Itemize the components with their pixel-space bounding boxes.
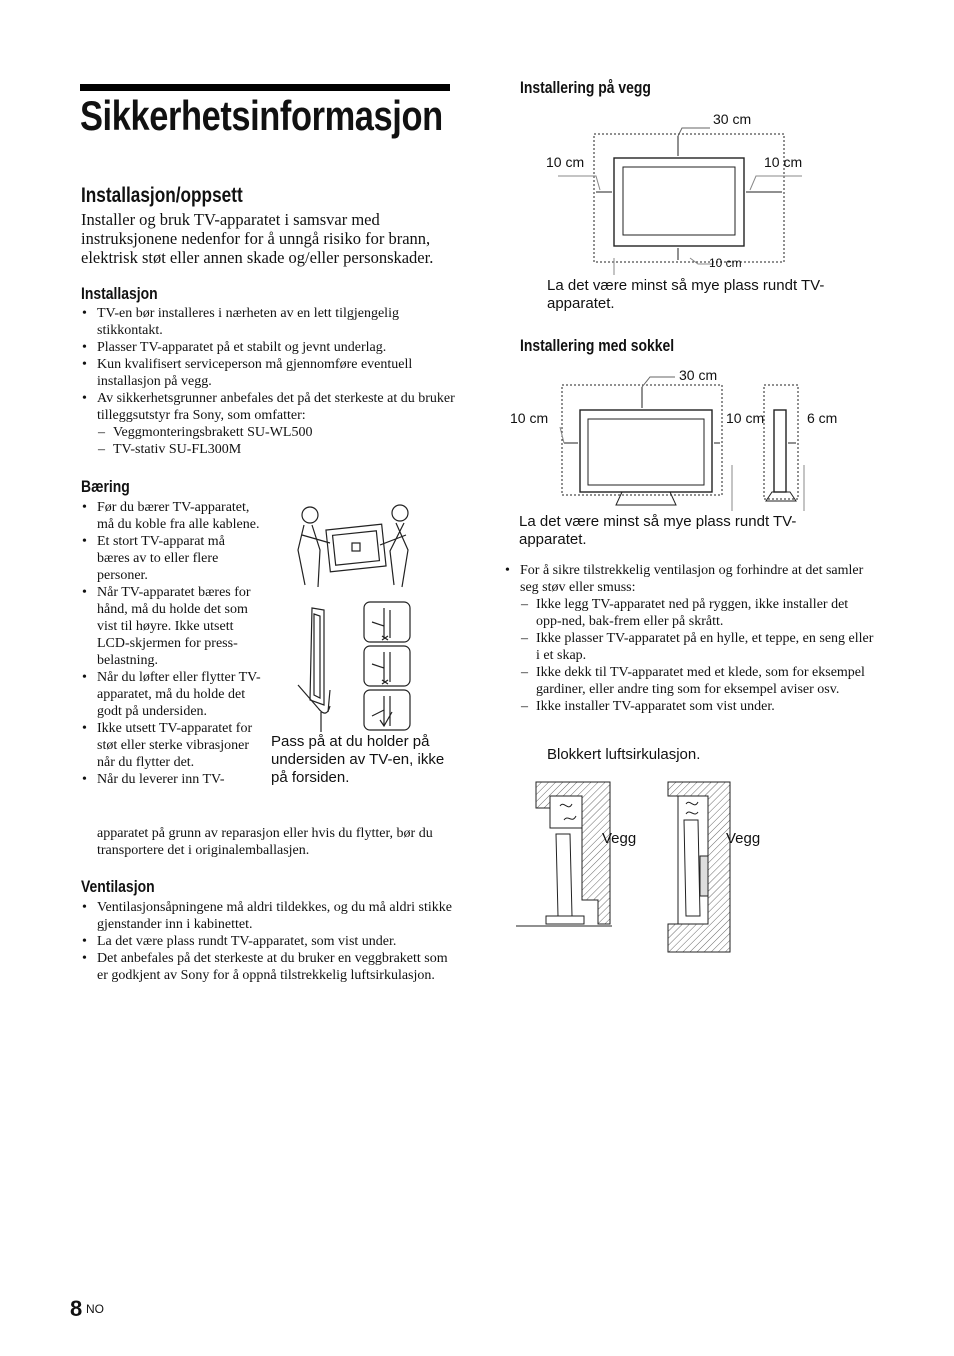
installasjon-heading: Installasjon <box>81 284 158 303</box>
wall-clearance-diagram <box>540 110 820 280</box>
title-rule <box>80 84 450 91</box>
list-item: • Ventilasjonsåpningene må aldri tildekkes, og du må aldri stikke gjenstander inn i kabinettet. <box>81 899 456 933</box>
list-item-text: Av sikkerhetsgrunner anbefales det på det sterkeste at du bruker tilleggsutstyr fra Sony, som omfatter: <box>97 391 455 423</box>
accessory-list <box>97 424 456 458</box>
stand-install-heading: Installering med sokkel <box>520 336 675 355</box>
section-intro: Installer og bruk TV-apparatet i samsvar med instruksjonene nedenfor for å unngå risiko for brann, elektrisk støt eller annen skade og/eller personskader. <box>81 210 434 267</box>
list-item-text: For å sikre tilstrekkelig ventilasjon og forhindre at det samler seg støv eller smuss: <box>520 563 864 595</box>
ventilation-sublist <box>520 596 874 715</box>
wall-label-bottom: 10 cm <box>709 256 742 270</box>
ventilation-subitem: – Ikke dekk til TV-apparatet med et klede, som for eksempel gardiner, eller andre ting som for eksempel aviser osv. <box>520 664 874 698</box>
page-number: 8 <box>70 1296 83 1321</box>
stand-clearance-diagram <box>520 365 830 515</box>
baering-heading: Bæring <box>81 477 130 496</box>
list-item: • Ikke utsett TV-apparatet for støt eller sterke vibrasjoner når du flytter det. <box>81 720 261 771</box>
blocked-airflow-illustration <box>512 776 737 956</box>
ventilation-list <box>504 562 874 715</box>
ventilasjon-list <box>81 899 456 984</box>
list-item <box>504 562 874 715</box>
wall-label-right: 10 cm <box>764 154 803 170</box>
wall-label-1: Vegg <box>602 830 637 847</box>
ventilasjon-heading: Ventilasjon <box>81 877 155 896</box>
list-item: • La det være plass rundt TV-apparatet, som vist under. <box>81 933 456 950</box>
wall-label-left: 10 cm <box>546 154 585 170</box>
wall-install-heading: Installering på vegg <box>520 78 651 97</box>
list-item: • Før du bærer TV-apparatet, må du koble fra alle kablene. <box>81 499 261 533</box>
list-item: • Når du løfter eller flytter TV-apparatet, må du holde det godt på undersiden. <box>81 669 261 720</box>
list-item <box>81 390 456 458</box>
baering-list <box>81 499 261 788</box>
stand-label-left: 10 cm <box>510 410 549 426</box>
language-code: NO <box>86 1302 104 1316</box>
list-item: • Et stort TV-apparat må bæres av to eller flere personer. <box>81 533 261 584</box>
list-item: • Plasser TV-apparatet på et stabilt og jevnt underlag. <box>81 339 456 356</box>
list-item: • Når du leverer inn TV- <box>81 771 261 788</box>
blocked-caption: Blokkert luftsirkulasjon. <box>547 746 701 763</box>
list-item: • Kun kvalifisert serviceperson må gjennomføre eventuell installasjon på vegg. <box>81 356 456 390</box>
accessory-item: – TV-stativ SU-FL300M <box>97 441 456 458</box>
stand-label-top: 30 cm <box>679 367 718 383</box>
wall-caption: La det være minst så mye plass rundt TV-apparatet. <box>547 277 825 312</box>
stand-caption: La det være minst så mye plass rundt TV-apparatet. <box>519 513 797 548</box>
accessory-item: – Veggmonteringsbrakett SU-WL500 <box>97 424 456 441</box>
ventilation-subitem: – Ikke plasser TV-apparatet på en hylle, et teppe, en seng eller i et skap. <box>520 630 874 664</box>
wall-label-top: 30 cm <box>713 111 752 127</box>
list-item: • Det anbefales på det sterkeste at du bruker en veggbrakett som er godkjent av Sony for å oppnå tilstrekkelig luftsirkulasjon. <box>81 950 456 984</box>
page-title: Sikkerhetsinformasjon <box>80 92 443 139</box>
list-item: • TV-en bør installeres i nærheten av en lett tilgjengelig stikkontakt. <box>81 305 456 339</box>
hold-caption: Pass på at du holder på undersiden av TV-en, ikke på forsiden. <box>271 733 445 786</box>
list-item: • Når TV-apparatet bæres for hånd, må du holde det som vist til høyre. Ikke utsett LCD-skjermen for press-belastning. <box>81 584 261 669</box>
two-persons-carrying-illustration <box>290 495 420 595</box>
wall-label-2: Vegg <box>726 830 761 847</box>
baering-last-item-cont: apparatet på grunn av reparasjon eller hvis du flytter, bør du transportere det i originalemballasjen. <box>97 826 433 858</box>
installasjon-list <box>81 305 456 458</box>
ventilation-subitem: – Ikke installer TV-apparatet som vist under. <box>520 698 874 715</box>
stand-label-right: 10 cm <box>726 410 765 426</box>
ventilation-subitem: – Ikke legg TV-apparatet ned på ryggen, ikke installer det opp-ned, bak-frem eller på skrått. <box>520 596 874 630</box>
section-heading: Installasjon/oppsett <box>81 184 243 207</box>
stand-label-side: 6 cm <box>807 410 838 426</box>
hold-underside-illustration <box>288 600 418 735</box>
